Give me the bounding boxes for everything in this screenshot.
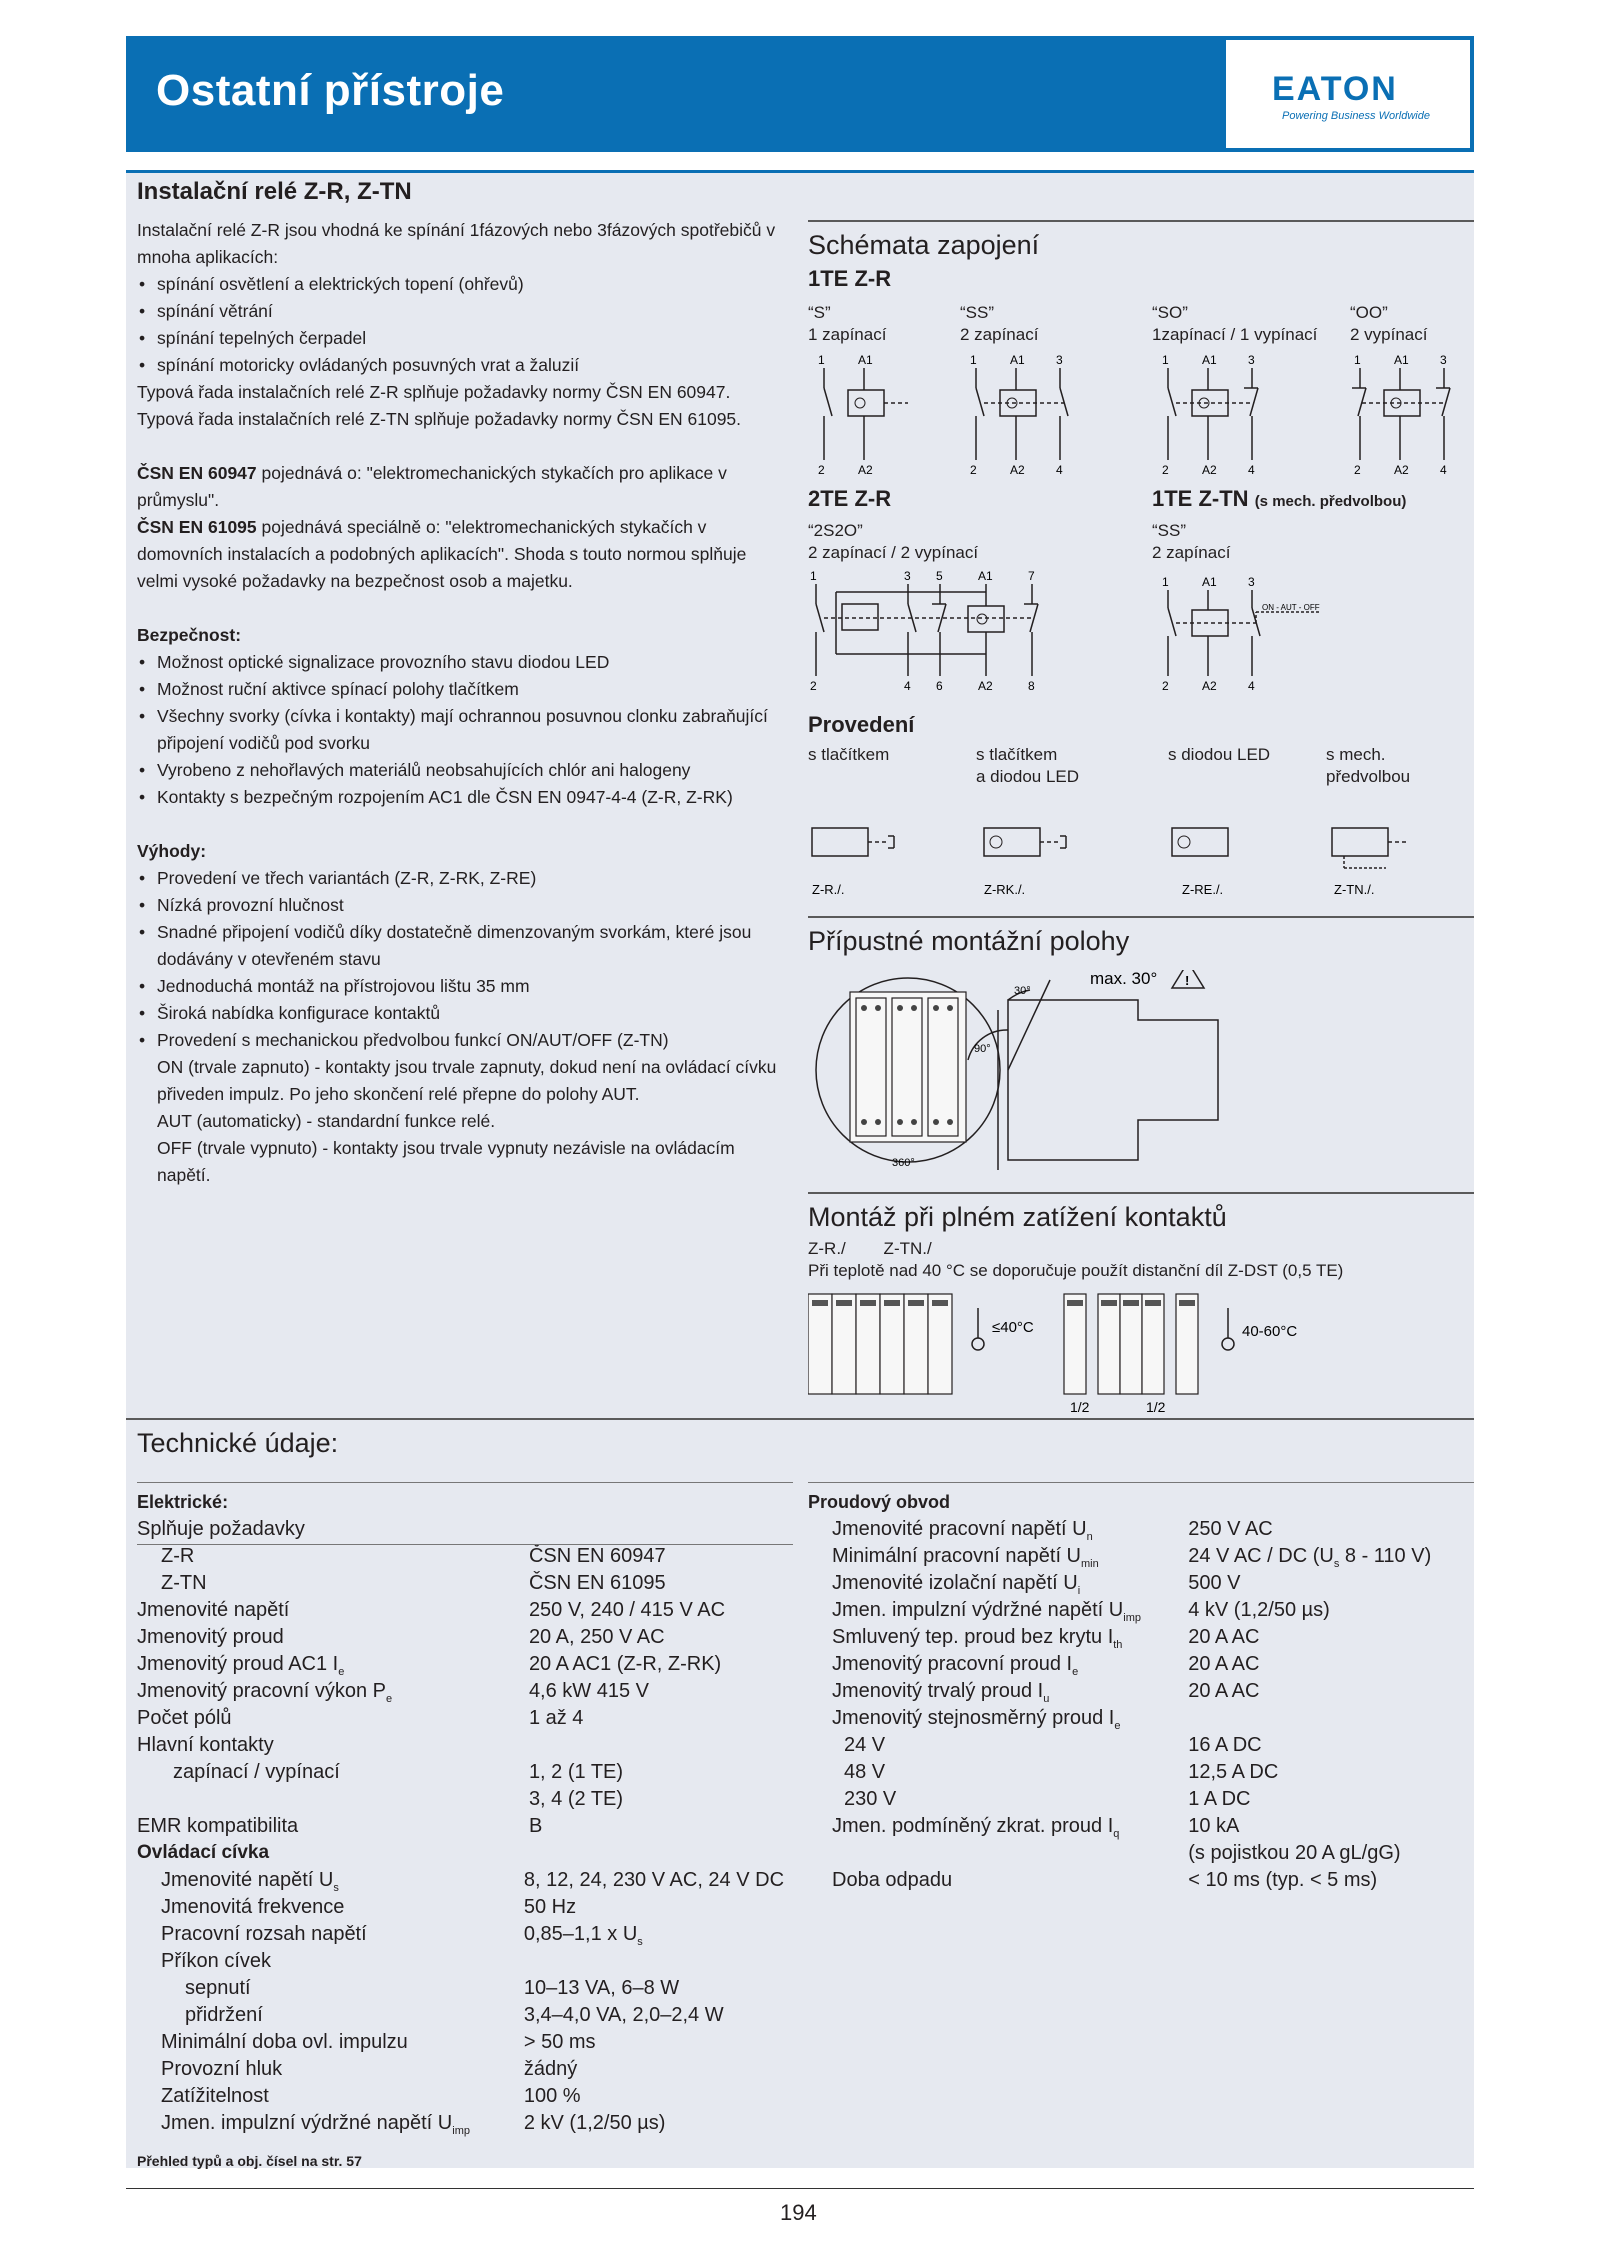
list-item: • spínání tepelných čerpadel	[137, 325, 777, 352]
page-title: Ostatní přístroje	[156, 66, 505, 115]
table-row	[137, 1572, 793, 1599]
scheme-tn-heading: 1TE Z-TN (s mech. předvolbou)	[1152, 486, 1407, 511]
scheme-oo-diagram	[1344, 350, 1474, 480]
spec-key: Provozní hluk	[161, 2058, 283, 2080]
table-row	[137, 1950, 793, 1977]
spec-value	[529, 1734, 793, 1761]
spec-value: 0,85–1,1 x $U_s$	[523, 1923, 643, 1948]
spec-key	[808, 1842, 1188, 1869]
svg-text:2: 2	[970, 463, 977, 477]
spec-key: zapínací / vypínací	[173, 1761, 340, 1783]
list-item: • Provedení ve třech variantách (Z-R, Z-RK, Z-RE)	[137, 865, 777, 892]
spec-key: sepnutí	[185, 1977, 251, 1999]
spec-value: (s pojistkou 20 A gL/gG)	[1188, 1842, 1401, 1864]
spec-key: Počet pólů	[137, 1707, 232, 1729]
spec-key: Z-TN	[161, 1572, 207, 1594]
circuit-heading: Proudový obvod	[808, 1492, 951, 1512]
svg-text:2: 2	[1354, 463, 1361, 477]
spec-value: 100 %	[523, 2085, 581, 2107]
list-item: • Snadné připojení vodičů díky dostatečně dimenzovaným svorkám, které jsou dodávány v otevřeném stavu	[137, 919, 777, 973]
coil-heading: Ovládací cívka	[137, 1842, 270, 1863]
list-item: • Široká nabídka konfigurace kontaktů	[137, 1000, 777, 1027]
spec-value: 3, 4 (2 TE)	[528, 1788, 624, 1810]
svg-text:40-60°C: 40-60°C	[1242, 1323, 1298, 1340]
table-row	[137, 1923, 793, 1950]
fullload-types: Z-R./ Z-TN./	[808, 1239, 932, 1258]
svg-text:2: 2	[818, 463, 825, 477]
svg-text:A2: A2	[858, 463, 873, 477]
svg-text:A1: A1	[1010, 353, 1025, 367]
coil-table	[137, 1869, 793, 2139]
svg-text:30°: 30°	[1014, 985, 1031, 997]
schemes-heading: Schémata zapojení	[808, 230, 1040, 260]
spec-value: 2 kV (1,2/50 µs)	[523, 2112, 666, 2134]
spec-key: Hlavní kontakty	[137, 1734, 274, 1756]
table-row	[137, 1815, 793, 1842]
svg-text:2: 2	[1162, 679, 1169, 693]
table-row	[137, 2031, 793, 2058]
table-row	[137, 1707, 793, 1734]
svg-text:90°: 90°	[974, 1043, 991, 1055]
table-row	[808, 1869, 1474, 1896]
safety-list	[137, 649, 777, 811]
spec-key: Jmen. impulzní výdržné napětí $U_{imp}$	[832, 1599, 1141, 1624]
intro-p2: Typová řada instalačních relé Z-R splňuje požadavky normy ČSN EN 60947. Typová řada instalačních relé Z-TN splňuje požadavky normy ČSN EN 61095.	[137, 382, 742, 429]
spec-value: ČSN EN 61095	[528, 1572, 666, 1594]
tech-left-rule	[137, 1482, 793, 1483]
provedeni-heading: Provedení	[808, 712, 915, 737]
svg-text:7: 7	[1028, 569, 1035, 583]
spec-value: 500 V	[1188, 1572, 1241, 1594]
norm-61095: ČSN EN 61095 pojednává speciálně o: "elektromechanických stykačích v domovních instalacích a podobných aplikacích". Shoda s touto normou splňuje velmi vysoké požadavky na bezpečnost osob a majetku.	[137, 517, 747, 591]
footnote: Přehled typů a obj. čísel na str. 57	[137, 2153, 362, 2169]
spec-value: žádný	[523, 2058, 578, 2080]
spec-value: 20 A AC	[1188, 1653, 1260, 1675]
panel-top-rule	[126, 170, 1474, 173]
scheme-2s2o-diagram	[800, 566, 1060, 696]
svg-text:ON - AUT - OFF: ON - AUT - OFF	[1262, 603, 1320, 612]
spec-value: 1 až 4	[528, 1707, 584, 1729]
list-item: • spínání motoricky ovládaných posuvných vrat a žaluzií	[137, 352, 777, 379]
svg-text:1: 1	[818, 353, 825, 367]
svg-text:3: 3	[904, 569, 911, 583]
spec-key: Jmenovitý stejnosměrný proud $I_e$	[832, 1707, 1121, 1732]
svg-text:A2: A2	[1394, 463, 1409, 477]
scheme-tn-ss-label: “SS” 2 zapínací	[1152, 521, 1231, 562]
list-item: • spínání větrání	[137, 298, 777, 325]
spec-key: Jmenovitý proud AC1 $I_e$	[137, 1653, 345, 1678]
svg-text:4: 4	[904, 679, 911, 693]
tech-left-column	[137, 1492, 793, 2169]
spec-value	[524, 1950, 793, 1977]
scheme-1te-heading: 1TE Z-R	[808, 266, 892, 291]
spec-key: Jmen. impulzní výdržné napětí $U_{imp}$	[161, 2112, 470, 2137]
table-row	[137, 2058, 793, 2085]
intro-p1: Instalační relé Z-R jsou vhodná ke spínání 1fázových nebo 3fázových spotřebičů v mnoha aplikacích:	[137, 220, 776, 267]
svg-text:1: 1	[1162, 353, 1169, 367]
spec-key: 48 V	[844, 1761, 886, 1783]
table-row	[808, 1788, 1474, 1815]
spec-value: 4,6 kW 415 V	[528, 1680, 649, 1702]
logo-tagline: Powering Business Worldwide	[1282, 110, 1430, 122]
svg-text:1: 1	[810, 569, 817, 583]
spec-value: 1 A DC	[1188, 1788, 1251, 1810]
scheme-s-diagram	[808, 350, 928, 480]
variant-led-label: s diodou LED	[1168, 745, 1271, 764]
table-row	[808, 1842, 1474, 1869]
svg-text:5: 5	[936, 569, 943, 583]
spec-key: Příkon cívek	[161, 1950, 272, 1972]
mount-positions-diagram	[808, 970, 1468, 1180]
spec-key: EMR kompatibilita	[137, 1815, 299, 1837]
table-row	[137, 1680, 793, 1707]
mode-on: ON (trvale zapnuto) - kontakty jsou trvale zapnuty, dokud není na ovládací cívku přiveden impulz. Po jeho skončení relé přepne do polohy AUT.	[157, 1057, 777, 1104]
variant-mech-label: s mech. předvolbou	[1326, 745, 1411, 786]
table-row	[137, 1896, 793, 1923]
fullload-note: Při teplotě nad 40 °C se doporučuje použít distanční díl Z-DST (0,5 TE)	[808, 1261, 1344, 1280]
table-row	[808, 1734, 1474, 1761]
table-row	[808, 1518, 1474, 1545]
spec-key: 24 V	[844, 1734, 886, 1756]
scheme-2s2o-label: “2S2O” 2 zapínací / 2 vypínací	[808, 521, 979, 562]
table-row	[137, 1869, 793, 1896]
list-item: • Možnost ruční aktivce spínací polohy tlačítkem	[137, 676, 777, 703]
spec-key	[137, 1788, 529, 1815]
spec-key: Jmen. podmíněný zkrat. proud $I_q$	[832, 1815, 1120, 1840]
spec-key: Doba odpadu	[832, 1869, 953, 1891]
list-item: • Vyrobeno z nehořlavých materiálů neobsahujících chlór ani halogeny	[137, 757, 777, 784]
scheme-2te-heading: 2TE Z-R	[808, 486, 892, 511]
spec-value: 4 kV (1,2/50 µs)	[1188, 1599, 1330, 1621]
table-row	[137, 2112, 793, 2139]
svg-text:A1: A1	[978, 569, 993, 583]
spec-value: 250 V AC	[1188, 1518, 1273, 1540]
svg-text:A1: A1	[1202, 575, 1217, 589]
tech-left-subrule	[137, 1544, 793, 1545]
svg-text:4: 4	[1248, 463, 1255, 477]
variant-button-led-label: s tlačítkem a diodou LED	[976, 745, 1080, 786]
spec-value: ČSN EN 60947	[528, 1545, 666, 1567]
variant-symbols	[808, 820, 1468, 900]
spec-value: 250 V, 240 / 415 V AC	[528, 1599, 726, 1621]
list-item: • Všechny svorky (cívka i kontakty) mají ochrannou posuvnou clonku zabraňující připojení vodičů pod svorku	[137, 703, 777, 757]
spec-value: 24 V AC / DC ($U_s$ 8 - 110 V)	[1188, 1545, 1432, 1570]
spec-value: 12,5 A DC	[1188, 1761, 1279, 1783]
table-row	[808, 1545, 1474, 1572]
spec-key: Jmenovité pracovní napětí $U_n$	[832, 1518, 1093, 1543]
variant-button-label: s tlačítkem	[808, 745, 890, 764]
list-item: • Možnost optické signalizace provozního stavu diodou LED	[137, 649, 777, 676]
spec-key: Smluvený tep. proud bez krytu $I_{th}$	[832, 1626, 1123, 1651]
electrical-table	[137, 1518, 793, 1842]
spec-value: 20 A AC1 (Z-R, Z-RK)	[528, 1653, 722, 1675]
table-row	[137, 1734, 793, 1761]
svg-text:!: !	[1185, 973, 1190, 988]
spec-value: 20 A AC	[1188, 1626, 1260, 1648]
spec-key: Jmenovitý proud	[137, 1626, 284, 1648]
header-bar	[126, 36, 1474, 152]
fullload-rule	[808, 1192, 1474, 1194]
table-row	[808, 1761, 1474, 1788]
spec-key: přidržení	[185, 2004, 263, 2026]
spec-key: Jmenovité napětí $U_s$	[161, 1869, 339, 1894]
svg-text:1: 1	[1354, 353, 1361, 367]
tech-right-column	[808, 1492, 1474, 1896]
intro-bullets	[137, 271, 777, 379]
svg-text:4: 4	[1056, 463, 1063, 477]
logo-wordmark: EATON	[1272, 70, 1398, 108]
spec-value: 8, 12, 24, 230 V AC, 24 V DC	[523, 1869, 785, 1891]
list-item: • Nízká provozní hlučnost	[137, 892, 777, 919]
spec-key: Jmenovité izolační napětí $U_i$	[832, 1572, 1081, 1597]
spec-value: 20 A, 250 V AC	[528, 1626, 665, 1648]
svg-text:Z-R./.: Z-R./.	[812, 882, 845, 897]
spec-key: Pracovní rozsah napětí	[161, 1923, 367, 1945]
svg-text:A2: A2	[1010, 463, 1025, 477]
norm-60947: ČSN EN 60947 pojednává o: "elektromechanických stykačích pro aplikace v průmyslu".	[137, 463, 727, 510]
scheme-tn-diagram	[1152, 566, 1352, 696]
table-row	[808, 1599, 1474, 1626]
table-row	[137, 1788, 793, 1815]
list-item: • Kontakty s bezpečným rozpojením AC1 dle ČSN EN 0947-4-4 (Z-R, Z-RK)	[137, 784, 777, 811]
svg-text:2: 2	[810, 679, 817, 693]
list-item: • spínání osvětlení a elektrických topení (ohřevů)	[137, 271, 777, 298]
table-row	[137, 1518, 793, 1545]
intro-text	[137, 217, 777, 1189]
svg-text:1/2: 1/2	[1070, 1399, 1090, 1415]
svg-text:max. 30°: max. 30°	[1090, 970, 1158, 988]
scheme-s-label: “S” 1 zapínací	[808, 303, 887, 344]
advantages-list	[137, 865, 777, 1054]
svg-text:2: 2	[1162, 463, 1169, 477]
fullload-heading: Montáž při plném zatížení kontaktů	[808, 1202, 1227, 1232]
svg-text:Z-RE./.: Z-RE./.	[1182, 882, 1224, 897]
table-row	[808, 1815, 1474, 1842]
footer-rule	[126, 2188, 1474, 2189]
electrical-heading: Elektrické:	[137, 1492, 229, 1512]
advantages-heading: Výhody:	[137, 841, 207, 861]
scheme-so-label: “SO” 1zapínací / 1 vypínací	[1152, 303, 1318, 344]
table-row	[137, 1626, 793, 1653]
spec-value	[529, 1518, 793, 1545]
svg-text:4: 4	[1440, 463, 1447, 477]
product-title: Instalační relé Z-R, Z-TN	[137, 178, 412, 205]
spec-value: 3,4–4,0 VA, 2,0–2,4 W	[523, 2004, 724, 2026]
spec-key: Jmenovité napětí	[137, 1599, 290, 1621]
mode-aut: AUT (automaticky) - standardní funkce relé.	[157, 1111, 496, 1131]
scheme-ss-diagram	[960, 350, 1100, 480]
spec-key: Z-R	[161, 1545, 195, 1567]
fullload-diagram	[808, 1288, 1468, 1418]
spec-value: 16 A DC	[1188, 1734, 1262, 1756]
spec-value	[1188, 1707, 1474, 1734]
table-row	[137, 2004, 793, 2031]
table-row	[137, 1977, 793, 2004]
table-row	[137, 1761, 793, 1788]
schemes-rule	[808, 220, 1474, 222]
spec-value: 1, 2 (1 TE)	[528, 1761, 624, 1783]
svg-text:1: 1	[1162, 575, 1169, 589]
table-row	[808, 1680, 1474, 1707]
tech-right-rule	[808, 1482, 1474, 1483]
list-item: • Provedení s mechanickou předvolbou funkcí ON/AUT/OFF (Z-TN)	[137, 1027, 777, 1054]
mount-rule	[808, 916, 1474, 918]
svg-text:A1: A1	[858, 353, 873, 367]
svg-text:4: 4	[1248, 679, 1255, 693]
svg-text:A1: A1	[1202, 353, 1217, 367]
spec-value: 20 A AC	[1188, 1680, 1260, 1702]
table-row	[808, 1626, 1474, 1653]
spec-value: 10–13 VA, 6–8 W	[523, 1977, 680, 1999]
spec-key: Splňuje požadavky	[137, 1518, 305, 1540]
svg-text:3: 3	[1248, 353, 1255, 367]
mode-off: OFF (trvale vypnuto) - kontakty jsou trvale vypnuty nezávisle na ovládacím napětí.	[157, 1138, 735, 1185]
svg-text:3: 3	[1440, 353, 1447, 367]
spec-key: Jmenovitý trvalý proud $I_u$	[832, 1680, 1050, 1705]
scheme-ss-label: “SS” 2 zapínací	[960, 303, 1039, 344]
table-row	[808, 1707, 1474, 1734]
spec-key: 230 V	[844, 1788, 897, 1810]
safety-heading: Bezpečnost:	[137, 625, 242, 645]
spec-key: Minimální doba ovl. impulzu	[161, 2031, 408, 2053]
table-row	[137, 1545, 793, 1572]
svg-text:A2: A2	[978, 679, 993, 693]
spec-key: Minimální pracovní napětí $U_{min}$	[832, 1545, 1099, 1570]
tech-rule	[126, 1418, 1474, 1420]
page-number: 194	[780, 2200, 817, 2225]
svg-text:3: 3	[1056, 353, 1063, 367]
svg-text:A2: A2	[1202, 679, 1217, 693]
spec-key: Jmenovitý pracovní proud $I_e$	[832, 1653, 1079, 1678]
table-row	[137, 1653, 793, 1680]
table-row	[137, 2085, 793, 2112]
spec-value: 10 kA	[1188, 1815, 1240, 1837]
spec-value: 50 Hz	[523, 1896, 577, 1918]
svg-text:8: 8	[1028, 679, 1035, 693]
svg-text:1: 1	[970, 353, 977, 367]
svg-text:3: 3	[1248, 575, 1255, 589]
spec-value: B	[528, 1815, 543, 1837]
table-row	[808, 1653, 1474, 1680]
spec-key: Jmenovitá frekvence	[161, 1896, 345, 1918]
eaton-logo	[1226, 40, 1470, 148]
table-row	[808, 1572, 1474, 1599]
svg-text:Z-RK./.: Z-RK./.	[984, 882, 1026, 897]
svg-text:1/2: 1/2	[1146, 1399, 1166, 1415]
scheme-oo-label: “OO” 2 vypínací	[1350, 303, 1428, 344]
tech-heading: Technické údaje:	[137, 1428, 339, 1458]
svg-text:Z-TN./.: Z-TN./.	[1334, 882, 1375, 897]
table-row	[137, 1599, 793, 1626]
spec-value: < 10 ms (typ. < 5 ms)	[1188, 1869, 1378, 1891]
spec-key: Zatížitelnost	[161, 2085, 269, 2107]
svg-text:6: 6	[936, 679, 943, 693]
mount-heading: Přípustné montážní polohy	[808, 926, 1130, 956]
circuit-table	[808, 1518, 1474, 1896]
list-item: • Jednoduchá montáž na přístrojovou lištu 35 mm	[137, 973, 777, 1000]
svg-text:A2: A2	[1202, 463, 1217, 477]
svg-text:A1: A1	[1394, 353, 1409, 367]
svg-text:≤40°C: ≤40°C	[992, 1319, 1034, 1336]
svg-text:360°: 360°	[892, 1157, 915, 1169]
spec-key: Jmenovitý pracovní výkon $P_e$	[137, 1680, 393, 1705]
spec-value: > 50 ms	[523, 2031, 596, 2053]
scheme-so-diagram	[1152, 350, 1292, 480]
